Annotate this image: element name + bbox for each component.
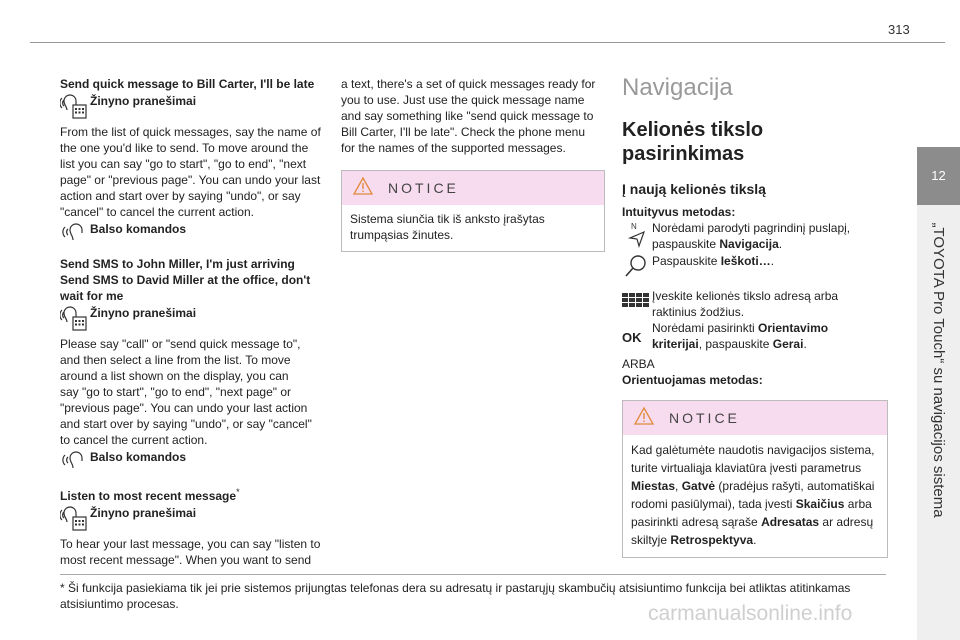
voice-command-text: Listen to most recent message xyxy=(60,489,237,503)
menu-name: Orientavimo xyxy=(758,321,829,335)
text: , paspauskite xyxy=(698,337,773,351)
text: skiltyje xyxy=(631,533,671,547)
voice-command: Send quick message to Bill Carter, I'll be late xyxy=(60,77,315,91)
menu-name: Navigacija xyxy=(719,237,779,251)
text: . xyxy=(770,254,775,268)
voice-command: wait for me xyxy=(60,289,124,303)
text: pasirinkti adresą sąraše xyxy=(631,515,762,529)
step-row xyxy=(622,252,888,278)
journal-label: Žinyno pranešimai xyxy=(90,306,197,320)
text-line: "previous page". You can undo your last action xyxy=(60,401,308,415)
journal-row xyxy=(60,92,328,118)
text-line: you to use. Just use the quick message name xyxy=(341,93,585,107)
section-heading: Navigacija xyxy=(622,74,733,101)
text-line xyxy=(652,253,774,269)
text-line: "cancel" to cancel the current action. xyxy=(60,205,254,219)
voice-command: Send SMS to John Miller, I'm just arriving xyxy=(60,257,295,271)
text: , xyxy=(675,479,682,493)
text-line xyxy=(631,513,879,531)
text: arba xyxy=(844,497,872,511)
journal-row xyxy=(60,504,328,530)
footnote-line: * Ši funkcija pasiekiama tik jei prie sistemos prijungtas telefonas dera su adresatų ir pastarųjų skambučių atsisiuntimo funkcija bei atliktas atitinkamas xyxy=(60,581,851,595)
text-line: action and start over by saying "undo", or say xyxy=(60,189,301,203)
topic-heading: Į naują kelionės tikslą xyxy=(622,181,766,197)
notice-body xyxy=(623,435,887,557)
footnote-line: atsisiuntimo procesas. xyxy=(60,597,179,611)
voice-commands-label: Balso komandos xyxy=(90,222,187,236)
text-line: Please say "call" or "send quick message to", xyxy=(60,337,301,351)
text-line: raktinius žodžius. xyxy=(652,305,745,319)
chapter-title: „TOYOTA Pro Touch“ su navigacijos sistema xyxy=(930,222,947,518)
notice-title: NOTICE xyxy=(669,410,740,426)
chapter-number: 12 xyxy=(931,168,946,183)
text-line: and then select a line from the list. To move xyxy=(60,353,291,367)
voice-journal-icon xyxy=(60,92,90,118)
text: (pradėjus rašyti, automatiškai xyxy=(715,479,875,493)
method-label: Orientuojamas metodas: xyxy=(622,373,763,387)
field-name: Retrospektyva xyxy=(670,533,754,547)
text-line xyxy=(631,531,879,549)
text: Norėdami pasirinkti xyxy=(652,321,759,335)
voice-journal-icon xyxy=(60,504,90,530)
svg-text:N: N xyxy=(631,222,637,231)
text-line: trumpąsias žinutes. xyxy=(350,228,454,242)
notice-body xyxy=(342,205,604,251)
method-label: Intuityvus metodas: xyxy=(622,205,736,219)
page-number: 313 xyxy=(888,22,910,37)
or-label: ARBA xyxy=(622,357,655,371)
step-text xyxy=(652,320,828,352)
journal-label: Žinyno pranešimai xyxy=(90,506,197,520)
voice-command-icon xyxy=(60,220,90,246)
search-icon xyxy=(622,252,652,278)
text-line: Norėdami parodyti pagrindinį puslapį, xyxy=(652,221,851,235)
text-line: for the names of the supported messages. xyxy=(341,141,566,155)
warning-icon xyxy=(633,406,655,430)
footnote-rule xyxy=(60,574,886,575)
step-row xyxy=(622,220,888,252)
ok-icon: OK xyxy=(622,330,642,345)
navigation-arrow-icon xyxy=(622,220,652,246)
step-row xyxy=(622,320,888,352)
notice-header xyxy=(342,171,604,205)
step-text xyxy=(652,220,850,252)
text-line: From the list of quick messages, say the name of xyxy=(60,125,321,139)
journal-label: Žinyno pranešimai xyxy=(90,94,197,108)
text-line: Bill Carter, I'll be late". Check the phone menu xyxy=(341,125,586,139)
text: Paspauskite xyxy=(652,254,721,268)
text-line: around a list shown on the display, you can xyxy=(60,369,289,383)
notice-box xyxy=(341,170,605,252)
text-line xyxy=(631,477,879,495)
warning-icon xyxy=(352,176,374,200)
voice-command: Send SMS to David Miller at the office, don't xyxy=(60,273,311,287)
text-line: list you can say "go to start", "go to end", "next xyxy=(60,157,307,171)
text-line xyxy=(652,336,828,352)
menu-name: Ieškoti… xyxy=(720,254,771,268)
notice-header xyxy=(623,401,887,435)
step-row xyxy=(622,288,888,320)
header-rule xyxy=(30,42,945,43)
notice-box xyxy=(622,400,888,558)
voice-command xyxy=(60,484,328,504)
text-line: turite virtualiąja klaviatūra įvesti parametrus xyxy=(631,461,862,475)
text: paspauskite xyxy=(652,237,720,251)
text-line xyxy=(631,495,879,513)
text-line: and say something like "send quick message to xyxy=(341,109,594,123)
text-line xyxy=(652,236,850,252)
step-text xyxy=(652,288,838,320)
text-line: page" or "previous page". You can undo your last xyxy=(60,173,321,187)
voice-commands-label: Balso komandos xyxy=(90,450,187,464)
text-line: to cancel the current action. xyxy=(60,433,208,447)
text: rodomi pasiūlymai), tada įvesti xyxy=(631,497,796,511)
section-subheading: Kelionės tikslo pasirinkimas xyxy=(622,119,764,165)
field-name: Skaičius xyxy=(795,497,845,511)
text-line xyxy=(652,320,828,336)
text: ar adresų xyxy=(819,515,874,529)
voice-journal-icon xyxy=(60,304,90,330)
column-left xyxy=(60,76,328,568)
menu-name: kriterijai xyxy=(652,337,699,351)
text-line: Sistema siunčia tik iš anksto įrašytas xyxy=(350,212,545,226)
footnote-mark: * xyxy=(236,487,240,497)
text: . xyxy=(803,337,807,351)
text: . xyxy=(778,237,783,251)
text-line: a text, there's a set of quick messages ready for xyxy=(341,77,596,91)
text: . xyxy=(753,533,757,547)
voice-commands-row xyxy=(60,448,328,474)
text-line: and start over by saying "undo", or say "cancel" xyxy=(60,417,312,431)
journal-row xyxy=(60,304,328,330)
text-line: Kad galėtumėte naudotis navigacijos sistema, xyxy=(631,443,875,457)
field-name: Miestas xyxy=(631,479,676,493)
field-name: Gatvė xyxy=(681,479,716,493)
text-line: say "go to start", "go to end", "next page" or xyxy=(60,385,292,399)
text-line: To hear your last message, you can say "listen to xyxy=(60,537,321,551)
text-line: Įveskite kelionės tikslo adresą arba xyxy=(652,289,839,303)
voice-command-icon xyxy=(60,448,90,474)
keyboard-icon xyxy=(622,288,652,314)
text-line: most recent message". When you want to send xyxy=(60,553,312,567)
column-middle xyxy=(341,76,605,252)
column-right xyxy=(622,76,888,558)
voice-commands-row xyxy=(60,220,328,246)
menu-name: Gerai xyxy=(772,337,804,351)
watermark: carmanualsonline.info xyxy=(648,602,853,625)
notice-title: NOTICE xyxy=(388,180,459,196)
text-line: the one you'd like to send. To move around the xyxy=(60,141,309,155)
field-name: Adresatas xyxy=(761,515,820,529)
